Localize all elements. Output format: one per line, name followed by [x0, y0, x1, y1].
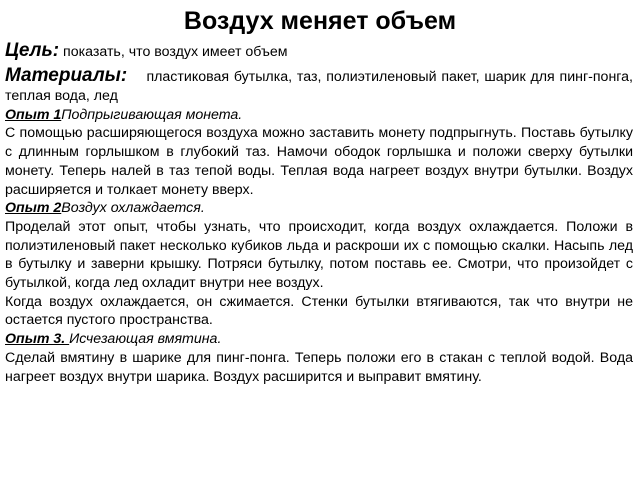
materials-row	[5, 65, 633, 106]
experiment-1-title: Подпрыгивающая монета.	[61, 106, 243, 123]
materials-text: пластиковая бутылка, таз, полиэтиленовый пакет, шарик для пинг-понга, теплая вода, лед	[5, 69, 633, 104]
experiment-3-label: Опыт 3.	[5, 331, 70, 348]
experiment-2-title: Воздух охлаждается.	[61, 200, 205, 217]
goal-text: показать, что воздух имеет объем	[63, 44, 288, 60]
experiment-2-paragraph-1: Проделай этот опыт, чтобы узнать, что происходит, когда воздух охлаждается. Положи в полиэтиленовый пакет несколько кубиков льда и раскроши их с помощью скалки. Насыпь лед в бутылку и заверни крышку. Потряси бутылку, потом поставь ее. Смотри, что произойдет с бутылкой, когда лед охладит внутри нее воздух.	[5, 218, 633, 292]
slide-body	[5, 38, 633, 386]
experiment-2-label: Опыт 2	[5, 200, 62, 217]
experiment-3-paragraph: Сделай вмятину в шарике для пинг-понга. Теперь положи его в стакан с теплой водой. Вода нагреет воздух внутри шарика. Воздух расширится и выправит вмятину.	[5, 349, 633, 385]
goal-row	[5, 38, 633, 65]
materials-label: Материалы:	[5, 65, 128, 86]
experiment-2-heading	[5, 199, 633, 218]
experiment-1-heading	[5, 106, 633, 125]
experiment-3-title: Исчезающая вмятина.	[69, 331, 222, 348]
experiment-1-label: Опыт 1	[5, 106, 62, 123]
experiment-1-paragraph: С помощью расширяющегося воздуха можно заставить монету подпрыгнуть. Поставь бутылку с длинным горлышком в глубокий таз. Намочи ободок горлышка и положи сверху бутылки монету. Теперь налей в таз тепой воды. Теплая вода нагреет воздух внутри бутылки. Воздух расширяется и толкает монету вверх.	[5, 125, 633, 198]
goal-label: Цель:	[5, 40, 60, 61]
experiment-3-heading	[5, 330, 633, 349]
experiment-2-paragraph-2: Когда воздух охлаждается, он сжимается. Стенки бутылки втягиваются, так что внутри не остается пустого пространства.	[5, 293, 633, 329]
page-title: Воздух меняет объем	[183, 7, 457, 35]
